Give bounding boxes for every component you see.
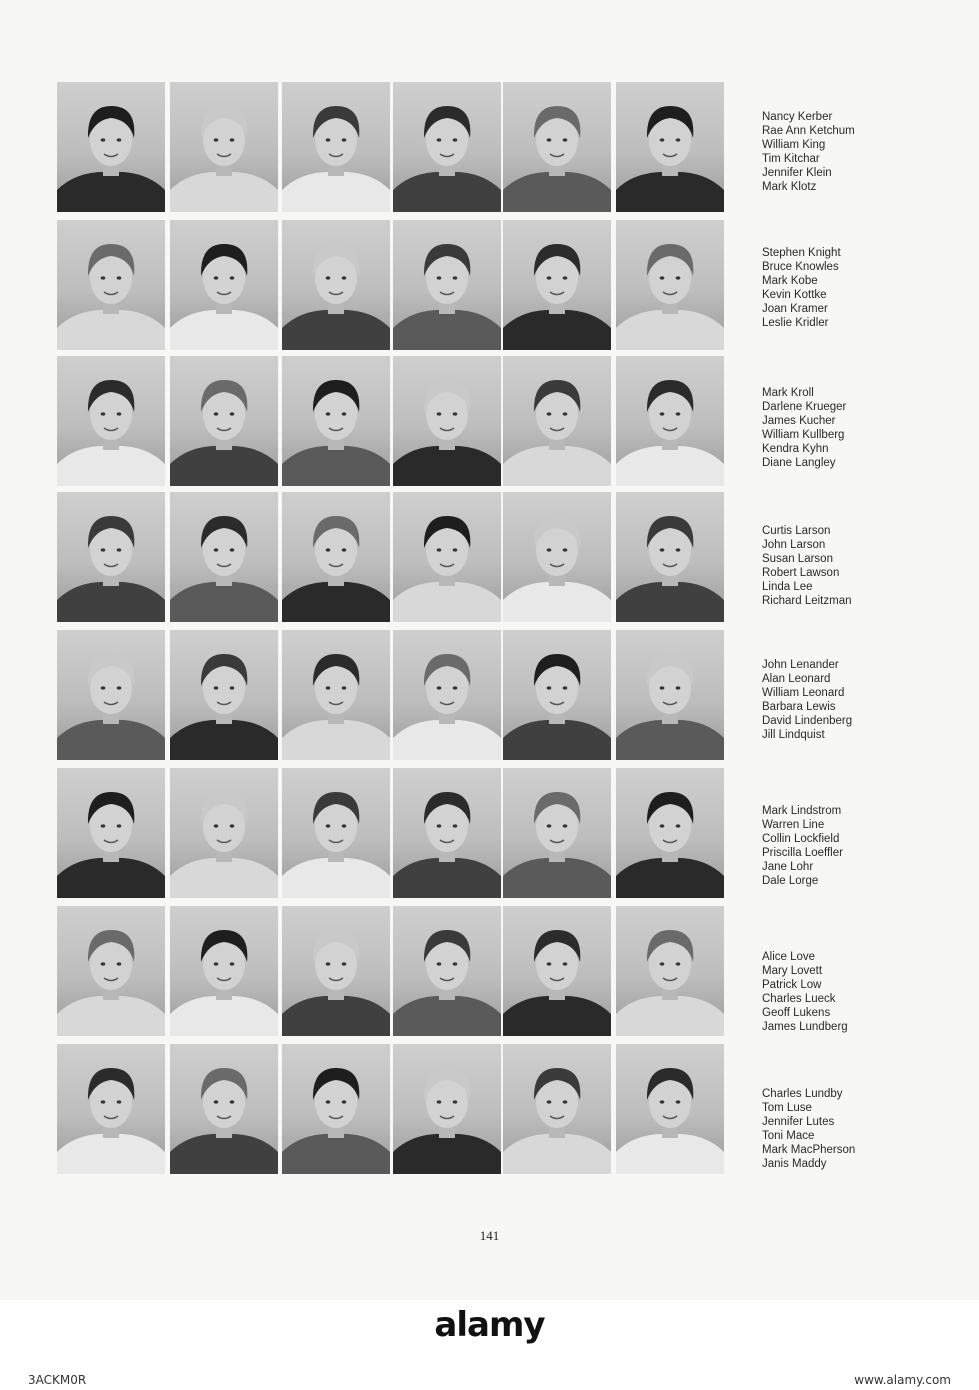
student-portrait (503, 492, 611, 622)
student-portrait (503, 82, 611, 212)
student-name: John Larson (762, 539, 826, 551)
student-portrait (393, 356, 501, 486)
student-portrait (393, 82, 501, 212)
student-portrait (57, 220, 165, 350)
student-portrait (282, 1044, 390, 1174)
student-name: Barbara Lewis (762, 701, 836, 713)
student-name: Priscilla Loeffler (762, 847, 843, 859)
student-portrait (503, 768, 611, 898)
student-portrait (616, 906, 724, 1036)
student-portrait (282, 492, 390, 622)
student-name: Jennifer Klein (762, 167, 832, 179)
student-portrait (57, 492, 165, 622)
name-list (762, 1087, 962, 1171)
student-name: Diane Langley (762, 457, 836, 469)
student-portrait (57, 906, 165, 1036)
student-portrait (170, 906, 278, 1036)
student-portrait (616, 82, 724, 212)
student-name: Stephen Knight (762, 247, 841, 259)
student-portrait (503, 906, 611, 1036)
student-portrait (616, 768, 724, 898)
student-portrait (282, 82, 390, 212)
name-list (762, 246, 962, 330)
student-name: James Kucher (762, 415, 836, 427)
student-name: Alan Leonard (762, 673, 831, 685)
student-portrait (503, 630, 611, 760)
student-name: Alice Love (762, 951, 816, 963)
student-portrait (282, 630, 390, 760)
student-portrait (170, 630, 278, 760)
student-name: Mark Kobe (762, 275, 818, 287)
student-name: Janis Maddy (762, 1158, 827, 1170)
student-name: Mark Klotz (762, 181, 817, 193)
student-name: Kevin Kottke (762, 289, 827, 301)
page-number: 141 (479, 1228, 500, 1243)
name-list (762, 524, 962, 608)
name-list (762, 110, 962, 194)
student-name: Tom Luse (762, 1102, 812, 1114)
student-name: Collin Lockfield (762, 833, 840, 845)
student-name: James Lundberg (762, 1021, 848, 1033)
watermark-image-id: 3ACKM0R (28, 1373, 87, 1387)
name-list (762, 950, 962, 1034)
student-portrait (503, 220, 611, 350)
student-name: Joan Kramer (762, 303, 828, 315)
student-portrait (282, 906, 390, 1036)
student-portrait (393, 768, 501, 898)
student-portrait (393, 1044, 501, 1174)
student-name: Curtis Larson (762, 525, 831, 537)
student-name: Nancy Kerber (762, 111, 833, 123)
student-name: Dale Lorge (762, 875, 819, 887)
student-name: Susan Larson (762, 553, 833, 565)
student-portrait (170, 1044, 278, 1174)
student-portrait (57, 1044, 165, 1174)
student-portrait (170, 492, 278, 622)
student-name: Jill Lindquist (762, 729, 825, 741)
student-portrait (282, 768, 390, 898)
student-name: Bruce Knowles (762, 261, 839, 273)
student-portrait (616, 220, 724, 350)
student-name: John Lenander (762, 659, 839, 671)
student-name: David Lindenberg (762, 715, 853, 727)
student-name: Mark Kroll (762, 387, 814, 399)
student-name: Tim Kitchar (762, 153, 820, 165)
student-name: Richard Leitzman (762, 595, 852, 607)
student-portrait (393, 630, 501, 760)
watermark-site: www.alamy.com (854, 1373, 951, 1387)
student-portrait (282, 220, 390, 350)
student-portrait (503, 356, 611, 486)
name-list (762, 386, 962, 470)
student-name: William King (762, 139, 826, 151)
student-portrait (393, 492, 501, 622)
student-name: Darlene Krueger (762, 401, 847, 413)
student-portrait (57, 82, 165, 212)
student-portrait (616, 356, 724, 486)
student-name: Linda Lee (762, 581, 813, 593)
student-name: Rae Ann Ketchum (762, 125, 855, 137)
student-name: Mark Lindstrom (762, 805, 842, 817)
student-portrait (616, 630, 724, 760)
student-name: Robert Lawson (762, 567, 840, 579)
student-portrait (57, 768, 165, 898)
name-list (762, 804, 962, 888)
student-name: Charles Lueck (762, 993, 836, 1005)
student-portrait (170, 82, 278, 212)
student-portrait (170, 220, 278, 350)
watermark-logo: alamy (434, 1305, 545, 1345)
student-portrait (170, 768, 278, 898)
student-name: Mark MacPherson (762, 1144, 856, 1156)
student-portrait (57, 630, 165, 760)
student-portrait (393, 906, 501, 1036)
student-portrait (282, 356, 390, 486)
student-portrait (170, 356, 278, 486)
student-name: Toni Mace (762, 1130, 815, 1142)
student-portrait (57, 356, 165, 486)
name-list (762, 658, 962, 742)
student-name: William Leonard (762, 687, 845, 699)
student-portrait (503, 1044, 611, 1174)
student-name: Mary Lovett (762, 965, 823, 977)
student-name: Kendra Kyhn (762, 443, 829, 455)
student-portrait (616, 492, 724, 622)
student-name: Leslie Kridler (762, 317, 829, 329)
student-name: Warren Line (762, 819, 825, 831)
student-name: William Kullberg (762, 429, 845, 441)
student-name: Patrick Low (762, 979, 822, 991)
student-name: Jennifer Lutes (762, 1116, 835, 1128)
student-portrait (393, 220, 501, 350)
student-name: Charles Lundby (762, 1088, 843, 1100)
student-portrait (616, 1044, 724, 1174)
student-name: Jane Lohr (762, 861, 814, 873)
student-name: Geoff Lukens (762, 1007, 831, 1019)
